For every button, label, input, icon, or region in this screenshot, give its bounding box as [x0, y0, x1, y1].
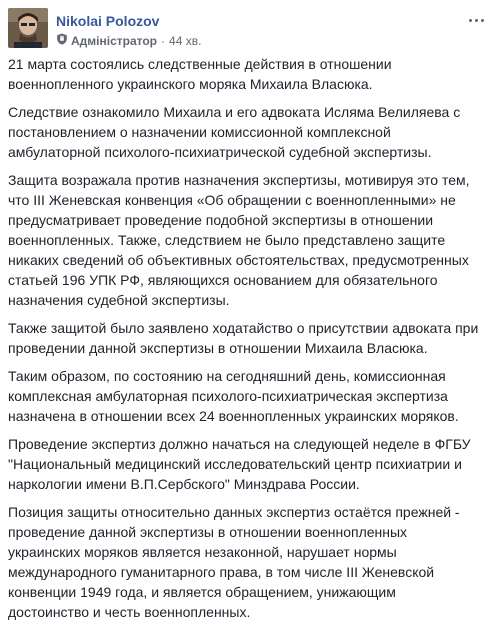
- post-body: [8, 54, 480, 630]
- role-label[interactable]: Адміністратор: [71, 34, 158, 48]
- author-name[interactable]: Nikolai Polozov: [56, 13, 160, 29]
- post-paragraph: Следствие ознакомило Михаила и его адвоката Исляма Велиляева с постановлением о назначении комиссионной комплексной амбулаторной психолого-психиатрической судебной экспертизы.: [8, 104, 461, 160]
- post-paragraph: Также защитой было заявлено ходатайство о присутствии адвоката при проведении данной экспертизы в отношении Михаила Власюка.: [8, 320, 479, 356]
- post-header: [8, 8, 488, 54]
- post-paragraph: Проведение экспертиз должно начаться на следующей неделе в ФГБУ "Национальный медицинский исследовательский центр психиатрии и наркологии имени В.П.Сербского" Минздрава России.: [8, 436, 471, 492]
- post-paragraph: Защита возражала против назначения экспертизы, мотивируя это тем, что III Женевская конвенция «Об обращении с военнопленными» не предусматривает проведение подобной экспертизы в отношении военнопленных. Также, следствием не было представлено защите никаких сведений об объективных обстоятельствах, предусмотренных статьей 196 УПК РФ, являющихся основанием для обязательного назначения судебной экспертизы.: [8, 172, 470, 308]
- post-meta: [56, 33, 201, 49]
- meta-separator: ·: [161, 34, 166, 48]
- post-paragraph: Позиция защиты относительно данных экспертиз остаётся прежней - проведение данной экспертизы в отношении военнопленных украинских моряков является незаконной, нарушает нормы международного гуманитарного права, в том числе III Женевской конвенции 1949 года, и является обращением, унижающим достоинство и честь военнопленных.: [8, 504, 460, 620]
- avatar[interactable]: [8, 8, 48, 48]
- post-timestamp[interactable]: 44 хв.: [169, 34, 202, 48]
- post-paragraph: 21 марта состоялись следственные действия в отношении военнопленного украинского моряка Михаила Власюка.: [8, 56, 392, 92]
- post-paragraph: Таким образом, по состоянию на сегодняшний день, комиссионная комплексная амбулаторная психолого-психиатрическая экспертиза назначена в отношении всех 24 военнопленных украинских моряков.: [8, 368, 459, 424]
- more-options-icon[interactable]: [466, 14, 486, 26]
- admin-badge-icon: [56, 33, 68, 49]
